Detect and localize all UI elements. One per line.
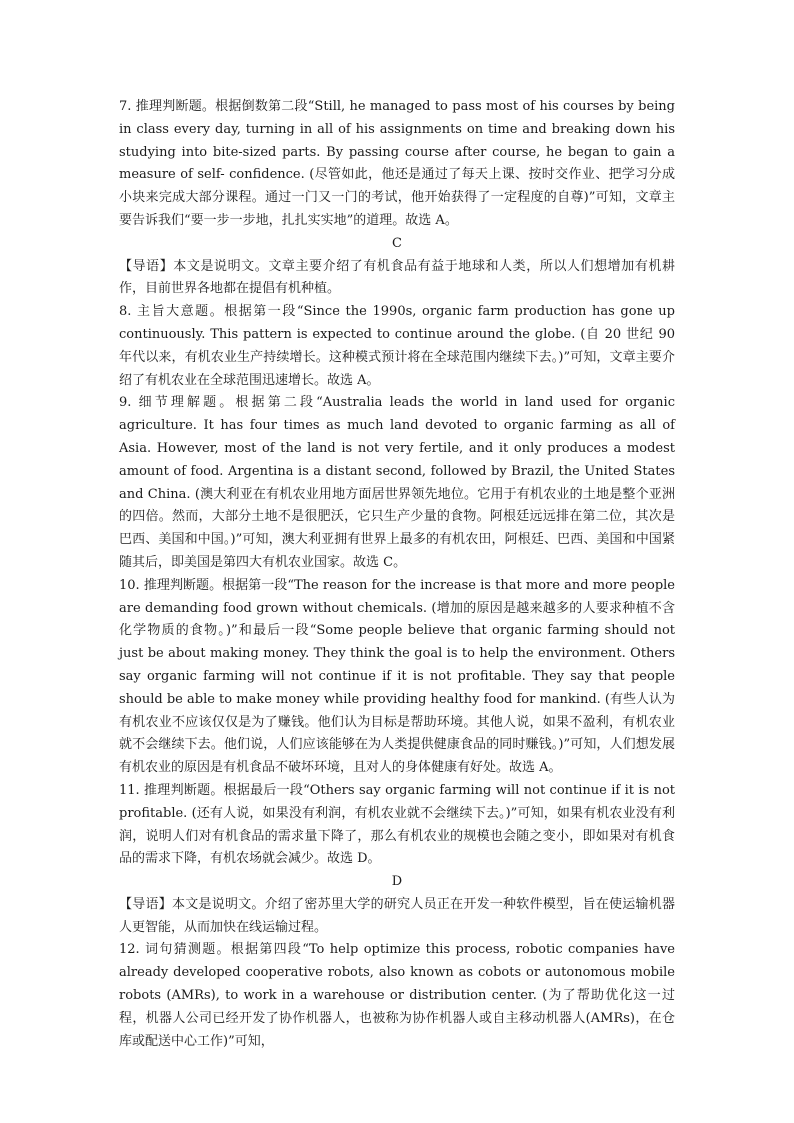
document-page: [119, 96, 675, 1053]
answer-explanation-q12: 12. 词句猜测题。根据第四段“To help optimize this process, robotic companies have already developed cooperative robots, also known as cobots or autonomous mobile robots (AMRs), to work in a warehouse or distribution center. (为了帮助优化这一过程，机器人公司已经开发了协作机器人，也被称为协作机器人或自主移动机器人(AMRs)，在仓库或配送中心工作)”可知，: [119, 942, 675, 1049]
answer-explanation-q8: 8. 主旨大意题。根据第一段“Since the 1990s, organic farm production has gone up continuously. This pattern is expected to continue around the globe. (自 20 世纪 90 年代以来，有机农业生产持续增长。这种模式预计将在全球范围内继续下去。)”可知，文章主要介绍了有机农业在全球范围迅速增长。故选 A。: [119, 304, 675, 388]
section-heading-d: D: [391, 874, 403, 890]
answer-explanation-q7: 7. 推理判断题。根据倒数第二段“Still, he managed to pass most of his courses by being in class every day, turning in all of his assignments on time and breaking down his studying into bite-sized parts. By passing course after course, he began to gain a measure of self- confidence. (尽管如此，他还是通过了每天上课、按时交作业、把学习分成小块来完成大部分课程。通过一门又一门的考试，他开始获得了一定程度的自尊)”可知，文章主要告诉我们“要一步一步地，扎扎实实地”的道理。故选 A。: [119, 99, 675, 228]
section-heading-c: C: [392, 235, 402, 251]
answer-explanation-q10: 10. 推理判断题。根据第一段“The reason for the increase is that more and more people are demanding food grown without chemicals. (增加的原因是越来越多的人要求种植不含化学物质的食物。)”和最后一段“Some people believe that organic farming should not just be about making money. They think the goal is to help the environment. Others say organic farming will not continue if it is not profitable. They say that people should be able to make money while providing healthy food for mankind. (有些人认为有机农业不应该仅仅是为了赚钱。他们认为目标是帮助环境。其他人说，如果不盈利，有机农业就不会继续下去。他们说，人们应该能够在为人类提供健康食品的同时赚钱。)”可知，人们想发展有机农业的原因是有机食品不破坏环境，且对人的身体健康有好处。故选 A。: [119, 577, 675, 776]
passage-intro-d: 【导语】本文是说明文。介绍了密苏里大学的研究人员正在开发一种软件模型，旨在使运输机器人更智能，从而加快在线运输过程。: [119, 896, 675, 935]
passage-intro-c: 【导语】本文是说明文。文章主要介绍了有机食品有益于地球和人类，所以人们想增加有机耕作，目前世界各地都在提倡有机种植。: [119, 258, 675, 297]
answer-explanation-q11: 11. 推理判断题。根据最后一段“Others say organic farming will not continue if it is not profitable. (还有人说，如果没有利润，有机农业就不会继续下去。)”可知，如果有机农业没有利润，说明人们对有机食品的需求量下降了，那么有机农业的规模也会随之变小，即如果对有机食品的需求下降，有机农场就会减少。故选 D。: [119, 782, 675, 867]
answer-explanation-q9: 9. 细节理解题。根据第二段“Australia leads the world in land used for organic agriculture. It has four times as much land devoted to organic farming as all of Asia. However, most of the land is not very fertile, and it only produces a modest amount of food. Argentina is a distant second, followed by Brazil, the United States and China. (澳大利亚在有机农业用地方面居世界领先地位。它用于有机农业的土地是整个亚洲的四倍。然而，大部分土地不是很肥沃，它只生产少量的食物。阿根廷远远排在第二位，其次是巴西、美国和中国。)”可知，澳大利亚拥有世界上最多的有机农田，阿根廷、巴西、美国和中国紧随其后，即美国是第四大有机农业国家。故选 C。: [119, 395, 675, 570]
